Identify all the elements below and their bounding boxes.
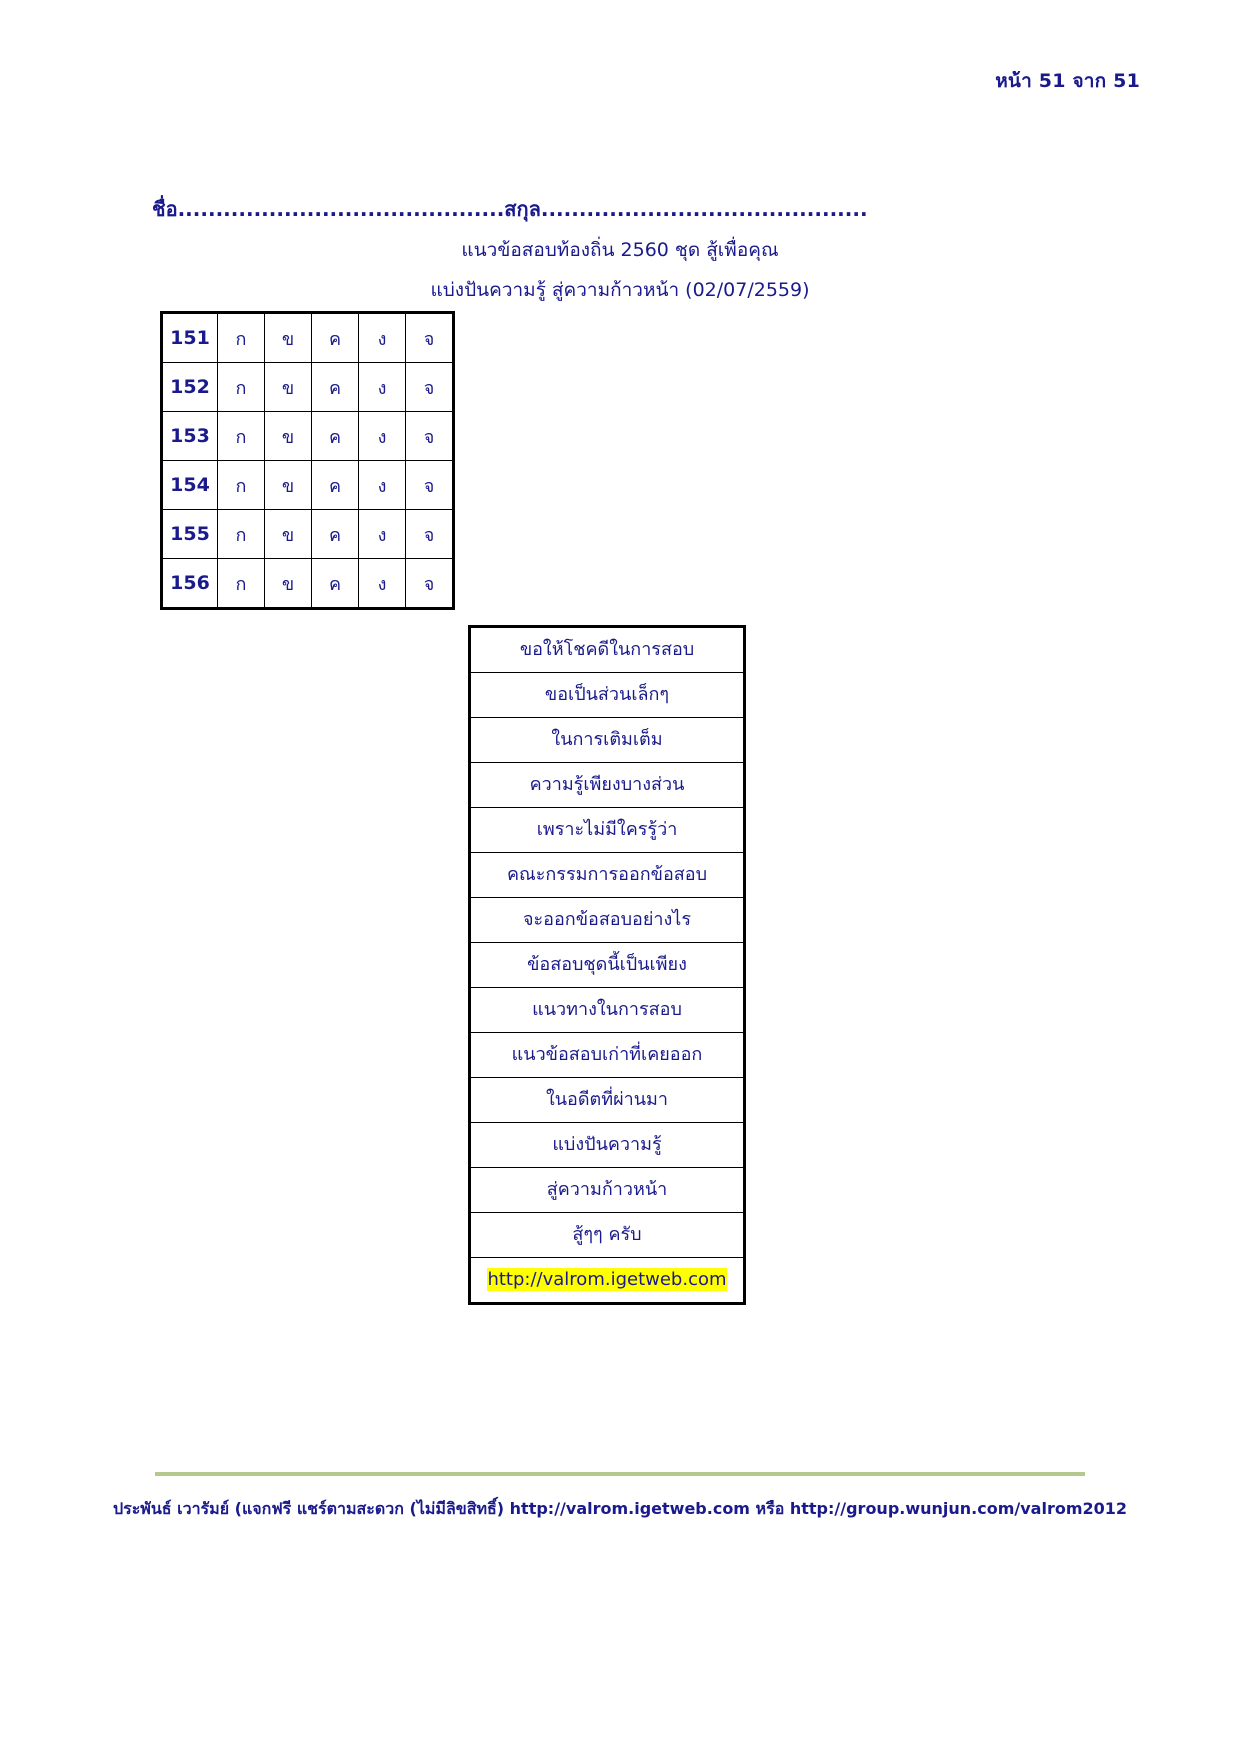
message-line: สู่ความก้าวหน้า <box>471 1168 743 1213</box>
footer-divider <box>155 1472 1085 1476</box>
closing-message-box <box>468 625 746 1305</box>
table-row <box>162 461 454 510</box>
answer-option-cell[interactable]: ง <box>359 363 406 412</box>
answer-option-cell[interactable]: ข <box>265 510 312 559</box>
question-number: 156 <box>162 559 218 609</box>
answer-option-cell[interactable]: ข <box>265 412 312 461</box>
answer-option-cell[interactable]: จ <box>406 510 454 559</box>
answer-option-cell[interactable]: ค <box>312 363 359 412</box>
answer-option-cell[interactable]: จ <box>406 313 454 363</box>
footer-credit: ประพันธ์ เวารัมย์ (แจกฟรี แชร์ตามสะดวก (ไม่มีลิขสิทธิ์) http://valrom.igetweb.com หรือ http://group.wunjun.com/valrom2012 <box>112 1499 1128 1518</box>
answer-option-cell[interactable]: ค <box>312 559 359 609</box>
answer-option-cell[interactable]: จ <box>406 559 454 609</box>
message-line: คณะกรรมการออกข้อสอบ <box>471 853 743 898</box>
message-line: จะออกข้อสอบอย่างไร <box>471 898 743 943</box>
table-row <box>162 313 454 363</box>
message-line: ในอดีตที่ผ่านมา <box>471 1078 743 1123</box>
website-link-row[interactable] <box>471 1258 743 1302</box>
answer-option-cell[interactable]: ก <box>218 363 265 412</box>
document-subtitle-primary: แนวข้อสอบท้องถิ่น 2560 ชุด สู้เพื่อคุณ <box>461 239 779 261</box>
message-line: ข้อสอบชุดนี้เป็นเพียง <box>471 943 743 988</box>
answer-option-cell[interactable]: ข <box>265 313 312 363</box>
message-line: แนวทางในการสอบ <box>471 988 743 1033</box>
answer-sheet-grid <box>160 311 455 610</box>
message-line: แนวข้อสอบเก่าที่เคยออก <box>471 1033 743 1078</box>
message-line: ขอเป็นส่วนเล็กๆ <box>471 673 743 718</box>
name-field-line: ชื่อ...........................................สกุล........................................... <box>152 197 868 221</box>
answer-option-cell[interactable]: ก <box>218 559 265 609</box>
website-link[interactable]: http://valrom.igetweb.com <box>487 1269 727 1290</box>
table-row <box>162 363 454 412</box>
table-row <box>162 559 454 609</box>
answer-option-cell[interactable]: จ <box>406 461 454 510</box>
answer-option-cell[interactable]: ค <box>312 510 359 559</box>
question-number: 153 <box>162 412 218 461</box>
answer-option-cell[interactable]: ก <box>218 461 265 510</box>
answer-option-cell[interactable]: ก <box>218 412 265 461</box>
answer-option-cell[interactable]: ง <box>359 559 406 609</box>
table-row <box>162 412 454 461</box>
answer-option-cell[interactable]: ค <box>312 412 359 461</box>
answer-option-cell[interactable]: ง <box>359 412 406 461</box>
question-number: 154 <box>162 461 218 510</box>
answer-option-cell[interactable]: ค <box>312 313 359 363</box>
answer-option-cell[interactable]: ข <box>265 363 312 412</box>
message-line: สู้ๆๆ ครับ <box>471 1213 743 1258</box>
answer-option-cell[interactable]: ข <box>265 559 312 609</box>
answer-option-cell[interactable]: จ <box>406 363 454 412</box>
answer-option-cell[interactable]: ข <box>265 461 312 510</box>
message-line: ในการเติมเต็ม <box>471 718 743 763</box>
answer-option-cell[interactable]: ง <box>359 461 406 510</box>
question-number: 155 <box>162 510 218 559</box>
answer-option-cell[interactable]: จ <box>406 412 454 461</box>
message-line: เพราะไม่มีใครรู้ว่า <box>471 808 743 853</box>
answer-option-cell[interactable]: ก <box>218 510 265 559</box>
document-subtitle-secondary: แบ่งปันความรู้ สู่ความก้าวหน้า (02/07/2559) <box>430 279 810 301</box>
answer-option-cell[interactable]: ก <box>218 313 265 363</box>
answer-option-cell[interactable]: ง <box>359 313 406 363</box>
message-line: แบ่งปันความรู้ <box>471 1123 743 1168</box>
table-row <box>162 510 454 559</box>
question-number: 152 <box>162 363 218 412</box>
question-number: 151 <box>162 313 218 363</box>
page-indicator: หน้า 51 จาก 51 <box>995 70 1140 92</box>
answer-option-cell[interactable]: ง <box>359 510 406 559</box>
answer-option-cell[interactable]: ค <box>312 461 359 510</box>
message-line: ขอให้โชคดีในการสอบ <box>471 628 743 673</box>
message-line: ความรู้เพียงบางส่วน <box>471 763 743 808</box>
